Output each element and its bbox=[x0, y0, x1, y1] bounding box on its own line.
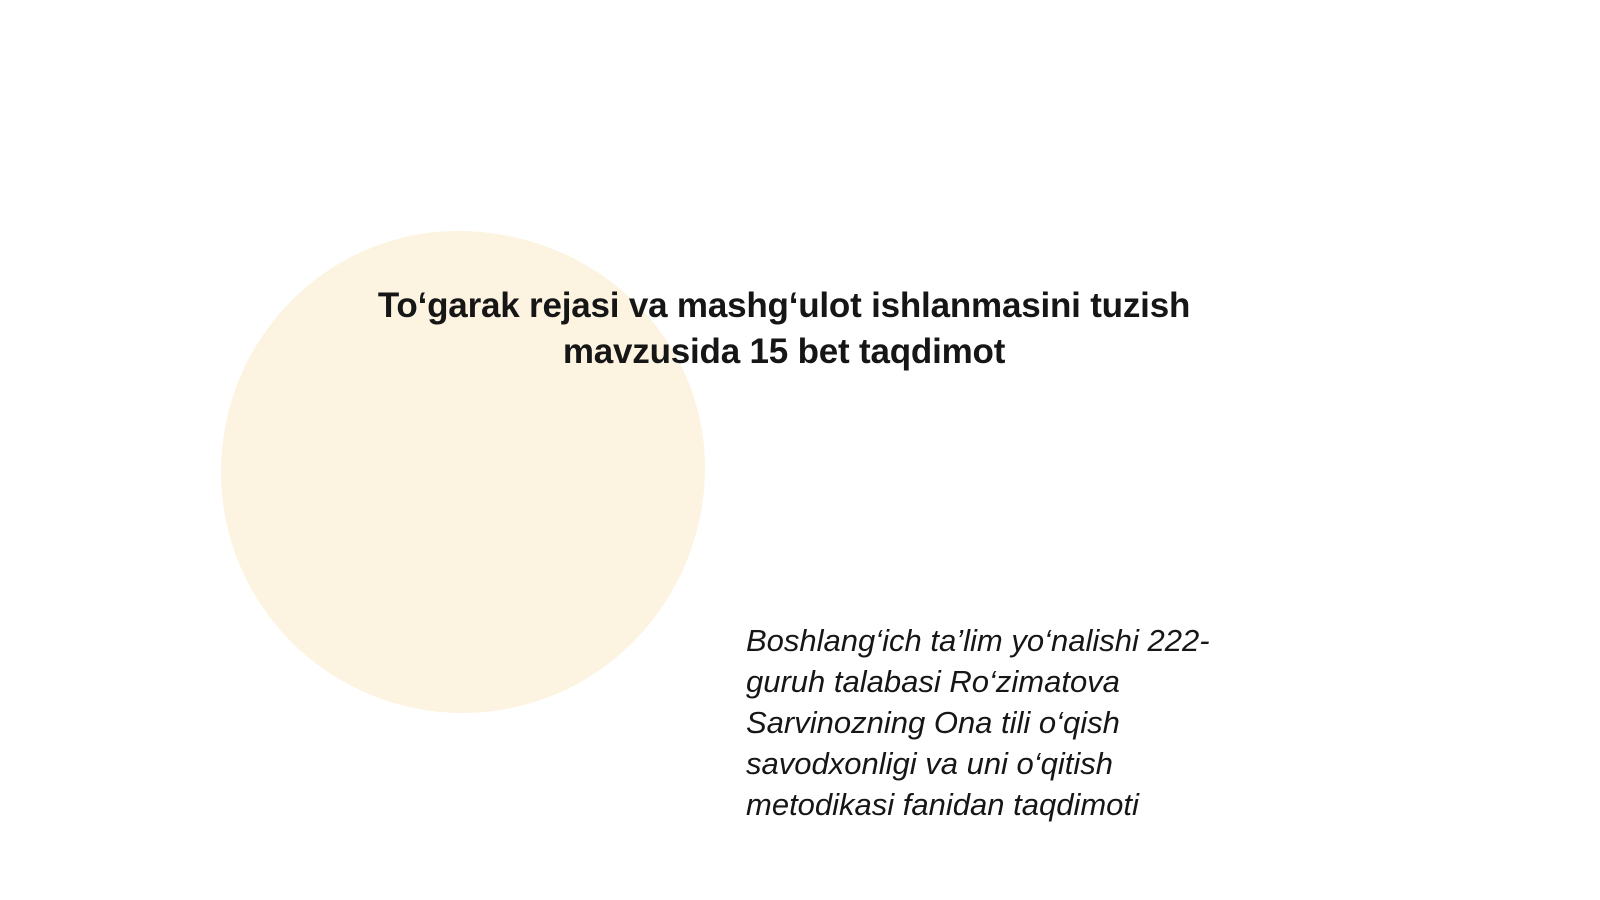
slide-subtitle-line-4: savodxonligi va uni o‘qitish bbox=[746, 746, 1114, 781]
slide-subtitle-line-3: Sarvinozning Ona tili o‘qish bbox=[746, 705, 1120, 740]
slide-subtitle-line-2: guruh talabasi Ro‘zimatova bbox=[746, 664, 1120, 699]
slide-subtitle-line-1: Boshlang‘ich ta’lim yo‘nalishi 222- bbox=[746, 623, 1210, 658]
slide-title bbox=[284, 283, 1284, 375]
slide-subtitle bbox=[746, 620, 1306, 825]
slide-subtitle-line-5: metodikasi fanidan taqdimoti bbox=[746, 787, 1139, 822]
slide-title-line-1: To‘garak rejasi va mashg‘ulot ishlanmasini tuzish bbox=[377, 286, 1191, 325]
slide-title-line-2: mavzusida 15 bet taqdimot bbox=[562, 332, 1006, 371]
